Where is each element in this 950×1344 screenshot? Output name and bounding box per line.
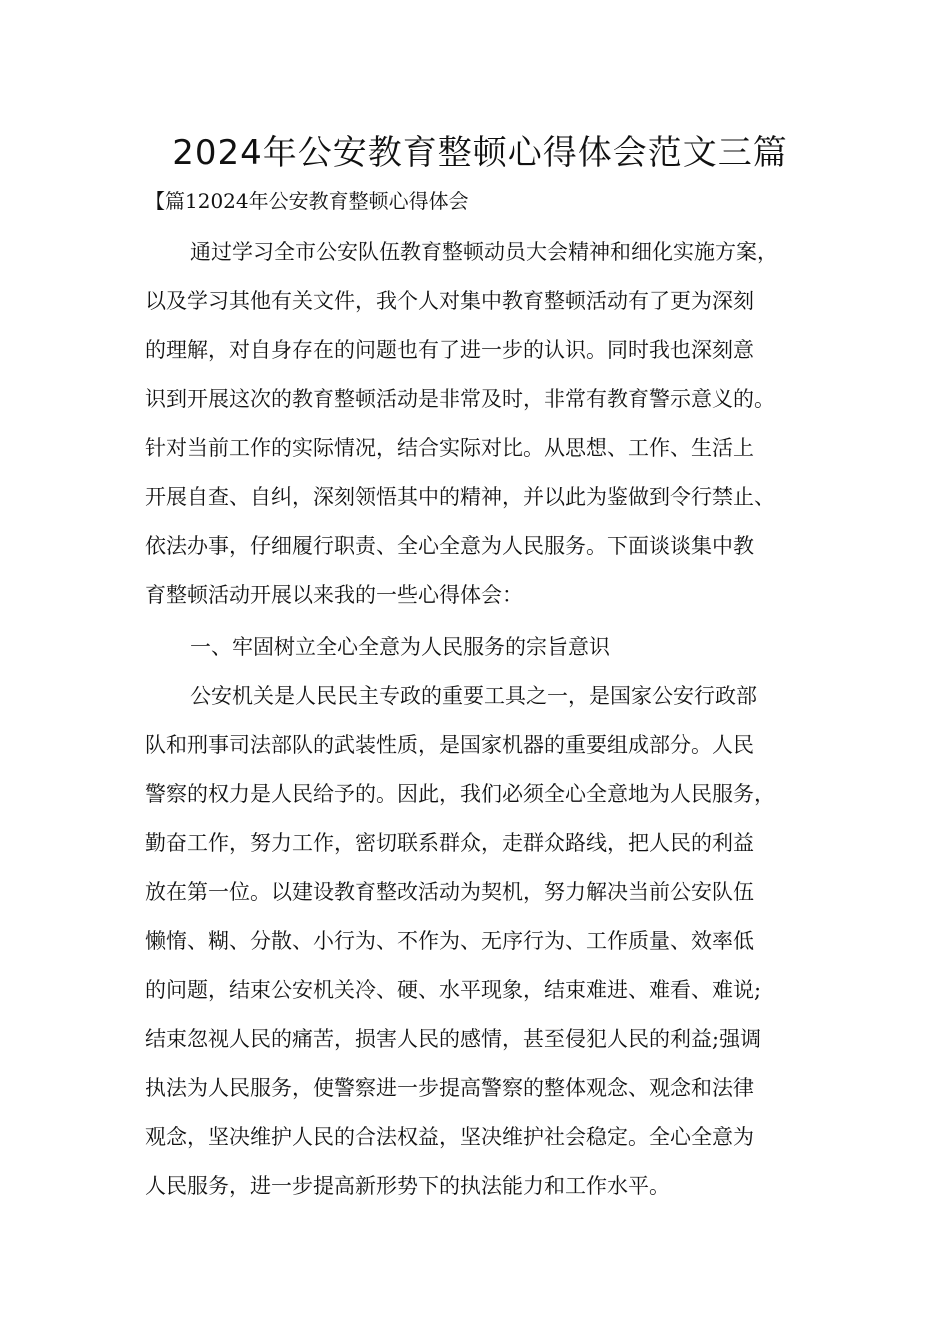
paragraph-line: 的理解，对自身存在的问题也有了进一步的认识。同时我也深刻意 bbox=[145, 338, 754, 362]
paragraph-line: 以及学习其他有关文件，我个人对集中教育整顿活动有了更为深刻 bbox=[145, 289, 754, 313]
paragraph-line: 育整顿活动开展以来我的一些心得体会： bbox=[145, 583, 523, 607]
paragraph-line: 公安机关是人民民主专政的重要工具之一，是国家公安行政部 bbox=[190, 684, 757, 708]
paragraph-line: 结束忽视人民的痛苦，损害人民的感情，甚至侵犯人民的利益;强调 bbox=[145, 1027, 762, 1051]
paragraph-line: 的问题，结束公安机关冷、硬、水平现象，结束难进、难看、难说; bbox=[145, 978, 762, 1002]
paragraph-line: 开展自查、自纠，深刻领悟其中的精神，并以此为鉴做到令行禁止、 bbox=[145, 485, 775, 509]
paragraph-line: 针对当前工作的实际情况，结合实际对比。从思想、工作、生活上 bbox=[145, 436, 754, 460]
paragraph-line: 队和刑事司法部队的武装性质，是国家机器的重要组成部分。人民 bbox=[145, 733, 754, 757]
paragraph-line: 懒惰、糊、分散、小行为、不作为、无序行为、工作质量、效率低 bbox=[145, 929, 754, 953]
section-subtitle: 【篇12024年公安教育整顿心得体会 bbox=[145, 189, 469, 213]
paragraph-line: 放在第一位。以建设教育整改活动为契机，努力解决当前公安队伍 bbox=[145, 880, 754, 904]
paragraph-line: 通过学习全市公安队伍教育整顿动员大会精神和细化实施方案， bbox=[190, 240, 778, 264]
paragraph-line: 观念，坚决维护人民的合法权益，坚决维护社会稳定。全心全意为 bbox=[145, 1125, 754, 1149]
paragraph-section-one bbox=[145, 672, 825, 1211]
paragraph-line: 依法办事，仔细履行职责、全心全意为人民服务。下面谈谈集中教 bbox=[145, 534, 754, 558]
paragraph-line: 人民服务，进一步提高新形势下的执法能力和工作水平。 bbox=[145, 1174, 670, 1198]
paragraph-line: 执法为人民服务，使警察进一步提高警察的整体观念、观念和法律 bbox=[145, 1076, 754, 1100]
paragraph-line: 识到开展这次的教育整顿活动是非常及时，非常有教育警示意义的。 bbox=[145, 387, 775, 411]
heading-line: 一、牢固树立全心全意为人民服务的宗旨意识 bbox=[190, 635, 610, 659]
paragraph-line: 警察的权力是人民给予的。因此，我们必须全心全意地为人民服务， bbox=[145, 782, 775, 806]
document-title: 2024年公安教育整顿心得体会范文三篇 bbox=[172, 133, 788, 173]
paragraph-intro bbox=[145, 228, 825, 620]
section-heading bbox=[145, 623, 825, 672]
paragraph-line: 勤奋工作，努力工作，密切联系群众，走群众路线，把人民的利益 bbox=[145, 831, 754, 855]
